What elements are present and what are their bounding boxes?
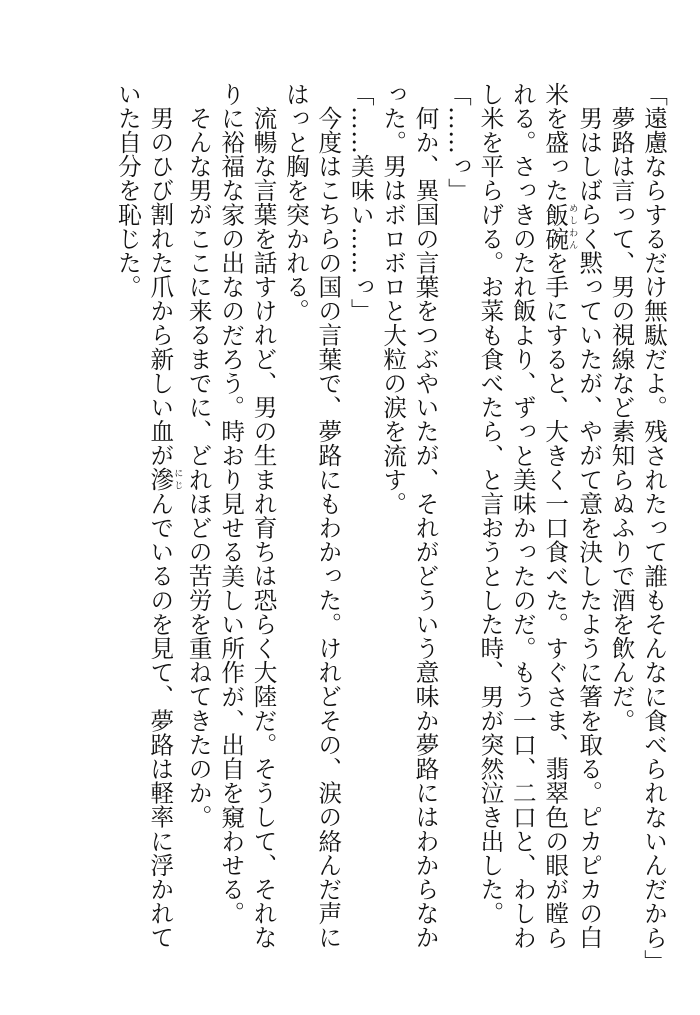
paragraph-text: 流暢な言葉を話すけれど、男の生まれ育ちは恐らく大陸だ。そうして、それなりに裕福な家の出なのだろう。時おり見せる美しい所作が、出自を窺わせる。: [217, 82, 278, 950]
paragraph-3: [474, 82, 605, 962]
paragraph-text: さっきのたれ飯より、ずっと美味かったのだ。もう一口、二口と、わしわし米を平らげる。: [476, 82, 537, 950]
paragraph-text: 男はしばらく黙っていたが、やがて意を決したように箸を取る。ピカピカの白米を盛った: [541, 82, 604, 950]
ruby-word: 飯めし: [541, 202, 578, 227]
paragraph-text: お菜も食べたら、と言おうとした時、男が突然泣き出した。: [476, 274, 505, 926]
paragraph-1: [638, 82, 670, 974]
paragraph-text: 夢路は言って、男の視線など素知らぬふりで酒を飲んだ。: [607, 105, 636, 733]
paragraph-5: [377, 82, 442, 962]
paragraph-10: [112, 82, 183, 962]
paragraph-text: 「……美味い……っ」: [346, 82, 375, 323]
paragraph-8: [215, 82, 280, 962]
paragraph-text: 今度はこちらの国の言葉で、夢路にもわかった。けれどその、涙の絡んだ声にはっと胸を突かれる。: [281, 82, 343, 950]
paragraph-text: んでいるのを見て、夢路は軽率に浮かれていた自分を恥じた。: [113, 82, 175, 950]
paragraph-6: [344, 82, 376, 962]
paragraph-text: 「……っ」: [443, 82, 472, 203]
ruby-word: 滲にじ: [146, 467, 183, 492]
paragraph-2: [605, 82, 637, 962]
paragraph-text: そんな男がここに来るまでに、どれほどの苦労を重ねてきたのか。: [184, 105, 213, 829]
vertical-text-body: [112, 82, 671, 974]
paragraph-text: 何か、異国の言葉をつぶやいたが、それがどういう意味か夢路にはわからなかった。男はボロボロと大粒の涙を流す。: [379, 82, 440, 950]
paragraph-9: [182, 82, 214, 962]
paragraph-4: [442, 82, 474, 962]
paragraph-text: 男のひび割れた爪から新しい血が: [146, 105, 175, 468]
ruby-word: 碗わん: [541, 226, 578, 251]
paragraph-text: を手にすると、大きく一口食べた。すぐさま、翡翠色の眼が瞠られる。: [508, 82, 570, 950]
paragraph-text: 「遠慮ならするだけ無駄だよ。残されたって誰もそんなに食べられないんだから」: [640, 82, 668, 974]
paragraph-7: [280, 82, 345, 962]
